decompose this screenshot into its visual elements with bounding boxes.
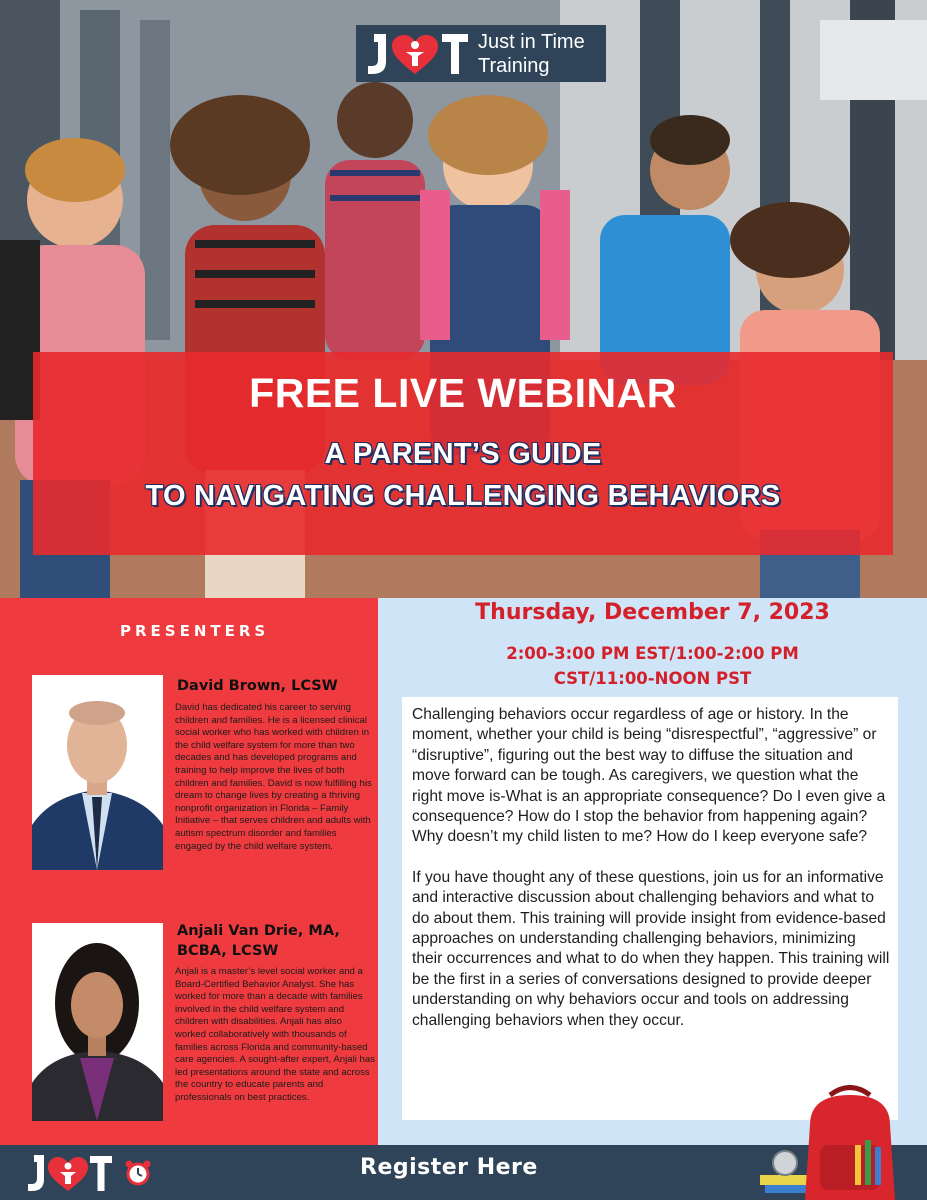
presenter-photo-anjali (32, 923, 163, 1121)
logo-text (478, 30, 585, 78)
logo (356, 25, 606, 82)
banner-subtitle-line2: TO NAVIGATING CHALLENGING BEHAVIORS (145, 480, 781, 512)
presenters-heading: PRESENTERS (120, 622, 270, 640)
footer-bar (0, 1145, 927, 1200)
event-date: Thursday, December 7, 2023 (475, 600, 830, 625)
description-paragraph-2: If you have thought any of these questions, join us for an informative and interactive discussion about challenging behaviors and what to do about them. This training will provide insight from evidence-based approaches on understanding challenging behaviors, minimizing their occurrences and what to do when they happen. This training will be the first in a series of conversations designed to provide deeper understanding on why behaviors occur and tools on addressing challenging behaviors when they occur. (412, 868, 890, 1029)
details-section (0, 598, 927, 1145)
alarm-clock-icon (124, 1159, 152, 1187)
presenter-bio-anjali: Anjali is a master’s level social worker and a Board-Certified Behavior Analyst. She has worked for more than a decade with families involved in the child welfare system and children with disabilities. Anjali has also worked collaboratively with thousands of families across Florida and community-based care agencies. A sought-after expert, Anjali has led presentations around the state and across the country to educate parents and professionals on best practices. (175, 966, 375, 1103)
banner-subtitle-line1: A PARENT’S GUIDE (324, 438, 602, 470)
register-here-link[interactable]: Register Here (360, 1155, 538, 1180)
presenters-panel (0, 598, 378, 1145)
footer-logo-icon (24, 1147, 114, 1197)
description-box (402, 697, 898, 1120)
event-time-line1: 2:00-3:00 PM EST/1:00-2:00 PM (506, 644, 799, 663)
presenter-photo-david (32, 675, 163, 870)
title-banner (33, 352, 893, 555)
logo-heart-icon (360, 28, 470, 80)
logo-text-line1: Just in Time (478, 30, 585, 53)
hero-image (0, 0, 927, 598)
backpack-icon (760, 1085, 910, 1200)
presenter-name-david (177, 676, 338, 696)
description-paragraph-1: Challenging behaviors occur regardless of age or history. In the moment, whether your child is being “disrespectful”, “aggressive” or “disruptive”, figuring out the best way to diffuse the situation and move forward can be tough. As caregivers, we question what the right move is-What is an appropriate consequence? Do I even give a consequence? How do I stop the behavior from happening again? Why doesn’t my child listen to me? How do I keep everyone safe? (412, 706, 886, 846)
banner-title: FREE LIVE WEBINAR (249, 370, 677, 416)
presenter-name-line1: David Brown, LCSW (177, 678, 338, 694)
presenter-bio-david: David has dedicated his career to serving children and families. He is a licensed clinical social worker who has worked with children in the child welfare system for more than two decades and has developed programs and training to help improve the lives of both children and families. David is now fulfilling his dream to change lives by creating a thriving nonprofit organization in Florida – Family Initiative – that serves children and adults with autism spectrum disorder and families engaged by the child welfare system. (175, 702, 372, 852)
presenter-name-line1: Anjali Van Drie, MA, (177, 923, 340, 939)
presenter-name-anjali (177, 921, 367, 961)
logo-text-line2: Training (478, 54, 550, 77)
presenter-name-line2: BCBA, LCSW (177, 943, 279, 959)
event-time-line2: CST/11:00-NOON PST (553, 669, 752, 688)
